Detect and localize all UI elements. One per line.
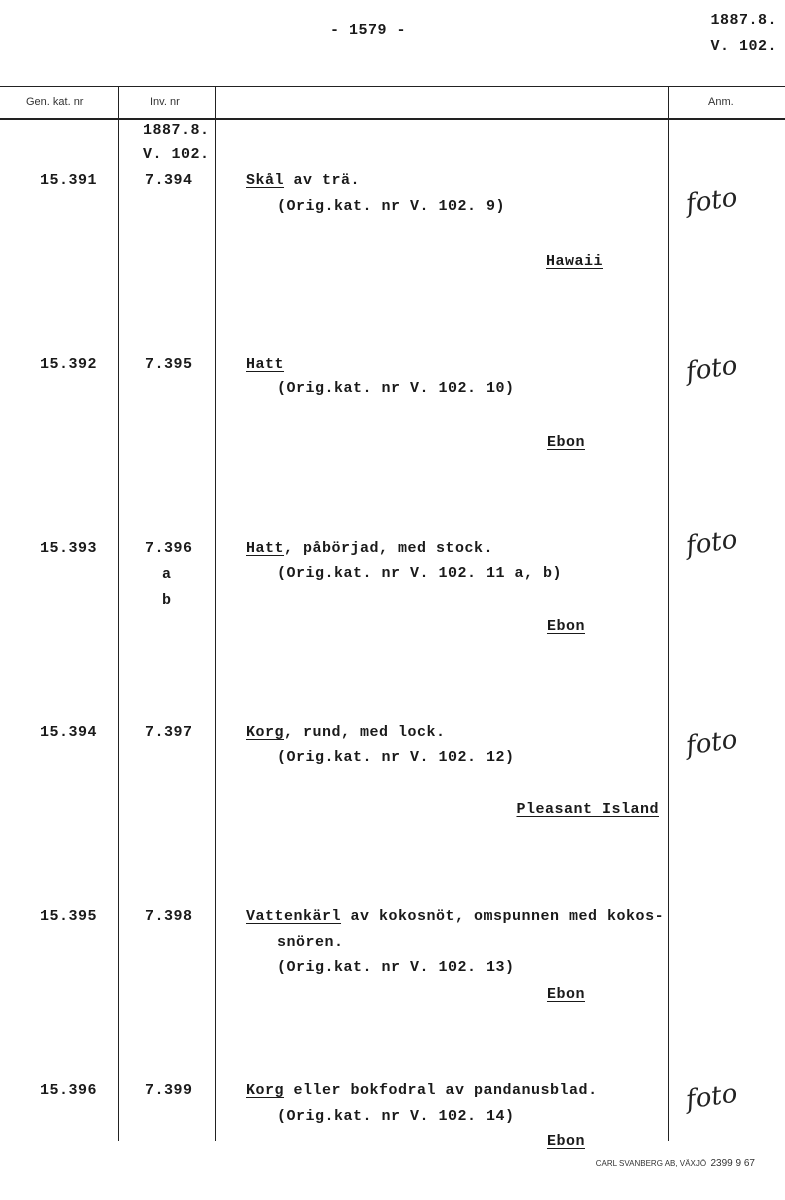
form-code: 2399 9 67 — [710, 1158, 755, 1169]
printer-imprint — [596, 1158, 755, 1169]
entry-desc-line2: snören. — [277, 934, 344, 951]
entry-desc-rest: av trä. — [284, 172, 361, 189]
entry-gen-nr: 15.393 — [40, 540, 98, 557]
entry-desc-rest: , påbörjad, med stock. — [284, 540, 494, 557]
entry-place: Ebon — [546, 986, 585, 1003]
entry-gen-nr: 15.395 — [40, 908, 98, 925]
entry-inv-nr: 7.397 — [145, 724, 193, 741]
entry-orig-ref: (Orig.kat. nr V. 102. 9) — [277, 198, 506, 215]
entry-inv-sub-a: a — [162, 566, 172, 583]
entry-desc-rest: eller bokfodral av pandanusblad. — [284, 1082, 598, 1099]
col-divider-3 — [668, 86, 669, 1141]
entry-anm-foto: foto — [684, 524, 740, 562]
entry-orig-ref: (Orig.kat. nr V. 102. 12) — [277, 749, 515, 766]
entry-orig-ref: (Orig.kat. nr V. 102. 13) — [277, 959, 515, 976]
entry-orig-ref: (Orig.kat. nr V. 102. 14) — [277, 1108, 515, 1125]
entry-gen-nr: 15.396 — [40, 1082, 98, 1099]
inv-header-line1: 1887.8. — [143, 122, 210, 139]
col-header-inv-nr: Inv. nr — [150, 96, 180, 108]
entry-description — [246, 356, 284, 373]
entry-orig-ref: (Orig.kat. nr V. 102. 11 a, b) — [277, 565, 563, 582]
entry-description — [246, 908, 664, 925]
entry-desc-rest: , rund, med lock. — [284, 724, 446, 741]
col-divider-1 — [118, 86, 119, 1141]
entry-place: Hawaii — [545, 253, 603, 270]
entry-anm-foto: foto — [684, 1078, 740, 1116]
entry-title: Korg — [246, 724, 285, 741]
entry-place: Ebon — [546, 1133, 585, 1150]
entry-anm-foto: foto — [684, 350, 740, 388]
entry-gen-nr: 15.392 — [40, 356, 98, 373]
entry-place: Ebon — [546, 618, 585, 635]
entry-description — [246, 540, 493, 557]
entry-anm-foto: foto — [684, 182, 740, 220]
entry-gen-nr: 15.391 — [40, 172, 98, 189]
entry-place: Ebon — [546, 434, 585, 451]
corner-ref-line1: 1887.8. — [710, 12, 777, 29]
entry-inv-nr: 7.399 — [145, 1082, 193, 1099]
entry-description — [246, 1082, 598, 1099]
entry-description — [246, 172, 360, 189]
entry-gen-nr: 15.394 — [40, 724, 98, 741]
entry-title: Korg — [246, 1082, 285, 1099]
entry-title: Hatt — [246, 356, 285, 373]
entry-inv-sub-b: b — [162, 592, 172, 609]
entry-description — [246, 724, 446, 741]
entry-title: Hatt — [246, 540, 285, 557]
entry-inv-nr: 7.398 — [145, 908, 193, 925]
printer-name: CARL SVANBERG AB, VÄXJÖ — [595, 1159, 707, 1168]
entry-place: Pleasant Island — [516, 801, 659, 818]
corner-ref-line2: V. 102. — [710, 38, 777, 55]
col-divider-2 — [215, 86, 216, 1141]
entry-title: Skål — [246, 172, 285, 189]
inv-header-line2: V. 102. — [143, 146, 210, 163]
col-header-anm: Anm. — [708, 96, 734, 108]
page-number: - 1579 - — [330, 22, 407, 39]
entry-inv-nr: 7.396 — [145, 540, 193, 557]
entry-orig-ref: (Orig.kat. nr V. 102. 10) — [277, 380, 515, 397]
entry-desc-rest: av kokosnöt, omspunnen med kokos- — [341, 908, 665, 925]
col-header-gen-kat-nr: Gen. kat. nr — [26, 96, 84, 108]
entry-anm-foto: foto — [684, 724, 740, 762]
entry-inv-nr: 7.394 — [145, 172, 193, 189]
entry-title: Vattenkärl — [246, 908, 342, 925]
entry-inv-nr: 7.395 — [145, 356, 193, 373]
